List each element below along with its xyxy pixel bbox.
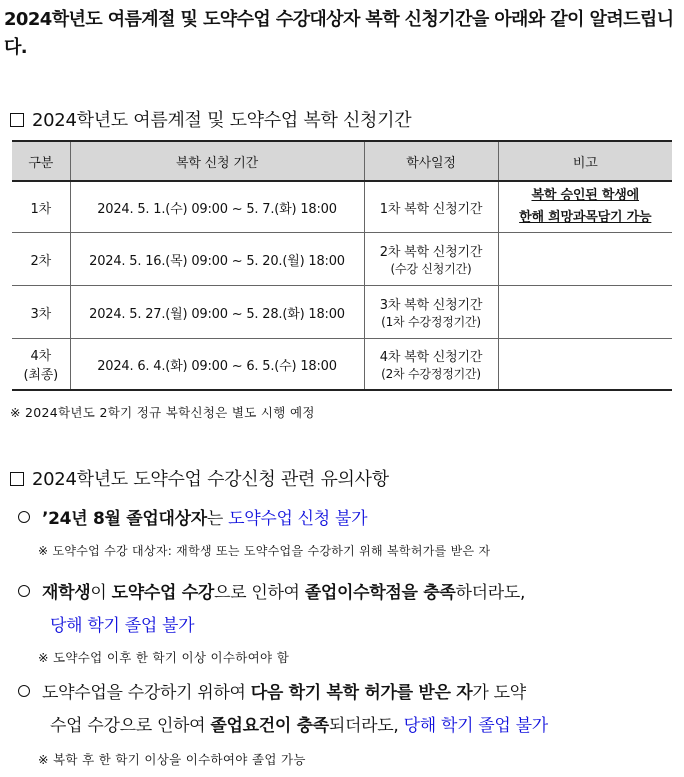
checkbox-square-icon <box>10 472 24 486</box>
schedule-table <box>12 140 672 391</box>
section1-title: 2024학년도 여름계절 및 도약수업 복학 신청기간 <box>10 106 411 132</box>
notice-note-3: ※ 복학 후 한 학기 이상을 이수하여야 졸업 가능 <box>38 752 306 767</box>
row-schedule: 1차 복학 신청기간 <box>364 181 498 233</box>
notice-item-2-cont: 당해 학기 졸업 불가 <box>50 616 195 636</box>
row-kind: 2차 <box>12 233 70 286</box>
row-period: 2024. 5. 16.(목) 09:00 ~ 5. 20.(월) 18:00 <box>70 233 364 286</box>
header-period: 복학 신청 기간 <box>70 141 364 181</box>
row-period: 2024. 6. 4.(화) 09:00 ~ 6. 5.(수) 18:00 <box>70 339 364 391</box>
notice-item-2: 재학생이 도약수업 수강으로 인하여 졸업이수학점을 충족하더라도, <box>18 578 525 603</box>
checkbox-square-icon <box>10 113 24 127</box>
table-row <box>12 286 672 339</box>
row-kind: 1차 <box>12 181 70 233</box>
row-remark: 복학 승인된 학생에 한해 희망과목담기 가능 <box>498 181 672 233</box>
row-remark <box>498 339 672 391</box>
row-schedule: 4차 복학 신청기간 (2차 수강정정기간) <box>364 339 498 391</box>
row-remark <box>498 233 672 286</box>
table-row <box>12 339 672 391</box>
row-kind: 4차 (최종) <box>12 339 70 391</box>
section1-note: ※ 2024학년도 2학기 정규 복학신청은 별도 시행 예정 <box>10 405 315 420</box>
circle-bullet-icon <box>18 685 30 697</box>
notice-note-1: ※ 도약수업 수강 대상자: 재학생 또는 도약수업을 수강하기 위해 복학허가를 받은 자 <box>38 544 491 558</box>
table-row <box>12 181 672 233</box>
table-header-row <box>12 141 672 181</box>
circle-bullet-icon <box>18 511 30 523</box>
row-period: 2024. 5. 27.(월) 09:00 ~ 5. 28.(화) 18:00 <box>70 286 364 339</box>
notice-item-1: ’24년 8월 졸업대상자는 도약수업 신청 불가 <box>18 504 367 529</box>
table-row <box>12 233 672 286</box>
circle-bullet-icon <box>18 585 30 597</box>
header-kind: 구분 <box>12 141 70 181</box>
notice-note-2: ※ 도약수업 이후 한 학기 이상 이수하여야 함 <box>38 650 290 665</box>
row-period: 2024. 5. 1.(수) 09:00 ~ 5. 7.(화) 18:00 <box>70 181 364 233</box>
row-schedule: 3차 복학 신청기간 (1차 수강정정기간) <box>364 286 498 339</box>
header-schedule: 학사일정 <box>364 141 498 181</box>
notice-item-3: 도약수업을 수강하기 위하여 다음 학기 복학 허가를 받은 자가 도약 <box>18 678 526 703</box>
row-remark <box>498 286 672 339</box>
row-schedule: 2차 복학 신청기간 (수강 신청기간) <box>364 233 498 286</box>
header-remark: 비고 <box>498 141 672 181</box>
row-kind: 3차 <box>12 286 70 339</box>
section2-title: 2024학년도 도약수업 수강신청 관련 유의사항 <box>10 465 389 491</box>
intro-text: 2024학년도 여름계절 및 도약수업 수강대상자 복학 신청기간을 아래와 같이 알려드립니다. <box>4 9 674 58</box>
notice-item-3-cont: 수업 수강으로 인하여 졸업요건이 충족되더라도, 당해 학기 졸업 불가 <box>50 716 548 736</box>
